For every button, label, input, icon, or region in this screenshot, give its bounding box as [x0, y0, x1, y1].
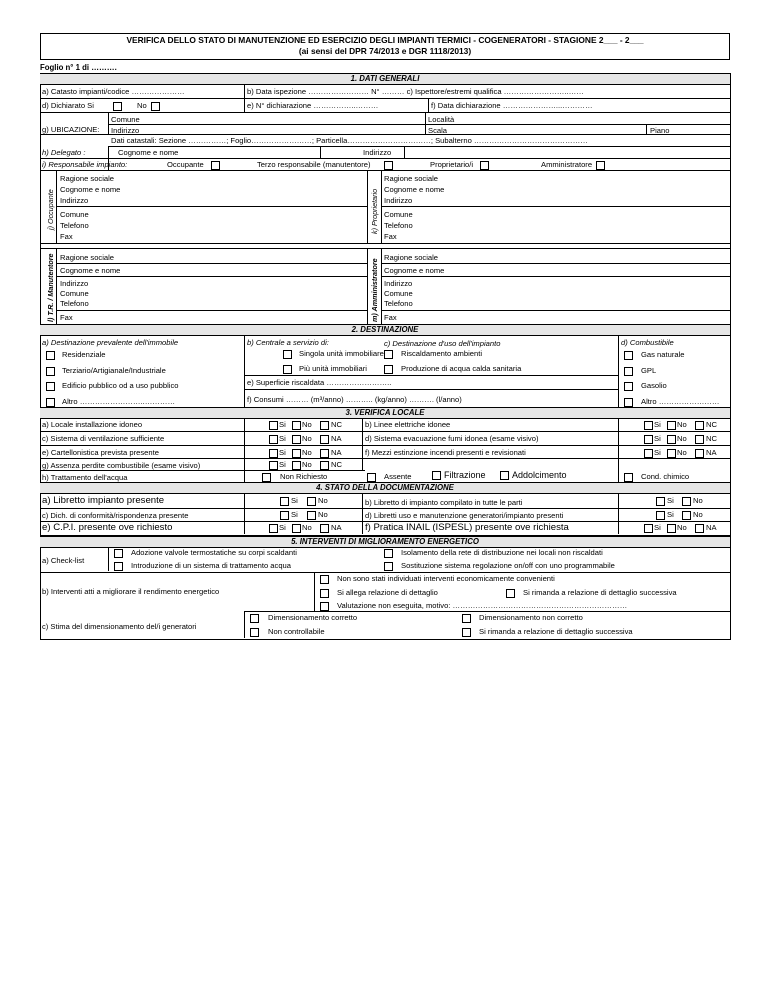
page-subtitle: (ai sensi del DPR 74/2013 e DGR 1118/2013): [298, 46, 472, 56]
d-no[interactable]: [667, 435, 676, 444]
man-ragione-field[interactable]: Ragione sociale: [60, 253, 115, 262]
amministratore-label: Amministratore: [541, 160, 593, 169]
piu-unita-label: Più unità immobiliari: [299, 364, 367, 373]
amm-nome-field[interactable]: Cognome e nome: [384, 266, 445, 275]
s4b-no[interactable]: [682, 497, 691, 506]
linee-elettriche-label: b) Linee elettriche idonee: [365, 420, 451, 429]
check-list-label: a) Check-list: [42, 556, 85, 565]
residenziale-checkbox[interactable]: [46, 351, 55, 360]
g-no-label: No: [302, 460, 312, 469]
non-richiesto-label: Non Richiesto: [280, 472, 328, 481]
perdite-label: g) Assenza perdite combustibile (esame visivo): [42, 461, 201, 470]
catasto-field[interactable]: a) Catasto impianti/codice …………………: [42, 87, 185, 96]
amm-telefono-field[interactable]: Telefono: [384, 299, 413, 308]
s4b-no-label: No: [693, 496, 703, 505]
c-no-label: No: [302, 434, 312, 443]
dim-non-corretto-checkbox[interactable]: [462, 614, 471, 623]
occ-telefono-field[interactable]: Telefono: [60, 221, 89, 230]
dim-corretto-checkbox[interactable]: [250, 614, 259, 623]
libretti-uso-label: d) Libretti uso e manutenzione generatori/impianto presenti: [365, 511, 564, 520]
acqua-sanitaria-checkbox[interactable]: [384, 365, 393, 374]
gas-naturale-label: Gas naturale: [641, 350, 685, 359]
occupante-label: Occupante: [167, 160, 204, 169]
c-si[interactable]: [269, 435, 278, 444]
non-individuati-checkbox[interactable]: [320, 575, 329, 584]
dim-rimanda-label: Si rimanda a relazione di dettaglio successiva: [479, 627, 633, 636]
manutentore-vertical-label: l) T.R. / Manutentore: [46, 253, 55, 322]
non-eseguita-checkbox[interactable]: [320, 602, 329, 611]
terziario-label: Terziario/Artigianale/Industriale: [62, 366, 166, 375]
section-2-title: 2. DESTINAZIONE: [40, 324, 730, 336]
dichiarato-si-checkbox[interactable]: [113, 102, 122, 111]
b-no[interactable]: [667, 421, 676, 430]
d-no-label: No: [677, 434, 687, 443]
prop-comune-field[interactable]: Comune: [384, 210, 413, 219]
occ-ragione-field[interactable]: Ragione sociale: [60, 174, 115, 183]
s4a-no-label: No: [318, 496, 328, 505]
s4a-si[interactable]: [280, 497, 289, 506]
section-1-title: 1. DATI GENERALI: [40, 73, 730, 85]
gas-naturale-checkbox[interactable]: [624, 351, 633, 360]
estinzione-label: f) Mezzi estinzione incendi presenti e revisionati: [365, 448, 526, 457]
delegato-indirizzo-field[interactable]: Indirizzo: [363, 148, 392, 157]
rimanda-relazione-label: Si rimanda a relazione di dettaglio successiva: [523, 588, 677, 597]
dest-altro-checkbox[interactable]: [46, 398, 55, 407]
g-nc[interactable]: [320, 461, 329, 470]
non-individuati-label: Non sono stati individuati interventi economicamente convenienti: [337, 574, 555, 583]
responsabile-label: i) Responsabile impianto:: [42, 160, 128, 169]
occ-comune-field[interactable]: Comune: [60, 210, 89, 219]
c-na-label: NA: [331, 434, 342, 443]
edificio-pubblico-label: Edificio pubblico od a uso pubblico: [62, 381, 179, 390]
isolamento-label: Isolamento della rete di distribuzione nei locali non riscaldati: [401, 548, 603, 557]
a-no-label: No: [302, 420, 312, 429]
non-controllabile-checkbox[interactable]: [250, 628, 259, 637]
d-nc-label: NC: [706, 434, 717, 443]
filtrazione-label: Filtrazione: [444, 470, 486, 480]
cond-chimico-checkbox[interactable]: [624, 473, 633, 482]
gpl-label: GPL: [641, 366, 657, 375]
assente-checkbox[interactable]: [367, 473, 376, 482]
data-ispezione-field[interactable]: b) Data ispezione …………………… N° ……… c) Ispettore/estremi qualifica ……………………..……: [247, 87, 584, 96]
proprietario-label: Proprietario/i: [430, 160, 474, 169]
a-si[interactable]: [269, 421, 278, 430]
a-no[interactable]: [292, 421, 301, 430]
trattamento-checkbox[interactable]: [114, 562, 123, 571]
occ-indirizzo-field[interactable]: Indirizzo: [60, 196, 89, 205]
dest-altro-field[interactable]: Altro ……………………..…………: [62, 397, 176, 406]
dichiarato-no-label: No: [137, 101, 147, 110]
addolcimento-label: Addolcimento: [512, 470, 567, 480]
man-comune-field[interactable]: Comune: [60, 289, 89, 298]
c-na[interactable]: [320, 435, 329, 444]
s4d-no-label: No: [693, 510, 703, 519]
page-title: VERIFICA DELLO STATO DI MANUTENZIONE ED ESERCIZIO DEGLI IMPIANTI TERMICI - COGENERATORI - STAGIONE 2___ - 2___: [126, 35, 644, 45]
f-no[interactable]: [667, 449, 676, 458]
valvole-label: Adozione valvole termostatiche su corpi scaldanti: [131, 548, 297, 557]
s4e-si[interactable]: [269, 524, 278, 533]
s4e-si-label: Si: [279, 523, 286, 532]
s4e-na-label: NA: [331, 523, 342, 532]
s4c-si-label: Si: [291, 510, 298, 519]
pratica-inail-label: f) Pratica INAIL (ISPESL) presente ove richiesta: [365, 522, 569, 533]
terziario-checkbox[interactable]: [46, 367, 55, 376]
s4d-si-label: Si: [667, 510, 674, 519]
cond-chimico-label: Cond. chimico: [641, 472, 690, 481]
non-eseguita-field[interactable]: Valutazione non eseguita, motivo: ……………………………………………………………: [337, 601, 628, 610]
acqua-sanitaria-label: Produzione di acqua calda sanitaria: [401, 364, 522, 373]
destinazione-uso-label: c) Destinazione d'uso dell'impianto: [384, 339, 501, 348]
s4f-no-label: No: [677, 523, 687, 532]
ubicazione-label: g) UBICAZIONE:: [42, 125, 100, 134]
piano-field[interactable]: Piano: [650, 126, 670, 135]
dim-non-corretto-label: Dimensionamento non corretto: [479, 613, 583, 622]
interventi-label: b) Interventi atti a migliorare il rendimento energetico: [42, 587, 220, 596]
s4d-no[interactable]: [682, 511, 691, 520]
a-nc-label: NC: [331, 420, 342, 429]
data-dichiarazione-field[interactable]: f) Data dichiarazione …………………...…………: [431, 101, 593, 110]
s4e-no[interactable]: [292, 524, 301, 533]
comb-altro-field[interactable]: Altro ……………………: [641, 397, 720, 406]
e-na-label: NA: [331, 448, 342, 457]
man-indirizzo-field[interactable]: Indirizzo: [60, 279, 89, 288]
s4a-no[interactable]: [307, 497, 316, 506]
amministratore-checkbox[interactable]: [596, 161, 605, 170]
gasolio-label: Gasolio: [641, 381, 667, 390]
b-no-label: No: [677, 420, 687, 429]
e-si[interactable]: [269, 449, 278, 458]
amm-ragione-field[interactable]: Ragione sociale: [384, 253, 439, 262]
edificio-pubblico-checkbox[interactable]: [46, 382, 55, 391]
e-si-label: Si: [279, 448, 286, 457]
dichiarato-label: d) Dichiarato Si: [42, 101, 94, 110]
comb-altro-checkbox[interactable]: [624, 398, 633, 407]
f-na[interactable]: [695, 449, 704, 458]
dich-conformita-label: c) Dich. di conformità/rispondenza presente: [42, 511, 189, 520]
s4b-si[interactable]: [656, 497, 665, 506]
libretto-compilato-label: b) Libretto di impianto compilato in tutte le parti: [365, 498, 523, 507]
occupante-checkbox[interactable]: [211, 161, 220, 170]
d-nc[interactable]: [695, 435, 704, 444]
d-si-label: Si: [654, 434, 661, 443]
b-si-label: Si: [654, 420, 661, 429]
amm-comune-field[interactable]: Comune: [384, 289, 413, 298]
man-nome-field[interactable]: Cognome e nome: [60, 266, 121, 275]
gpl-checkbox[interactable]: [624, 367, 633, 376]
assente-label: Assente: [384, 472, 412, 481]
s4b-si-label: Si: [667, 496, 674, 505]
man-fax-field[interactable]: Fax: [60, 313, 73, 322]
c-no[interactable]: [292, 435, 301, 444]
stima-label: c) Stima del dimensionamento del/i generatori: [42, 622, 197, 631]
addolcimento-checkbox[interactable]: [500, 471, 509, 480]
trattamento-acqua-label: h) Trattamento dell'acqua: [42, 473, 128, 482]
allega-relazione-checkbox[interactable]: [320, 589, 329, 598]
s4e-no-label: No: [302, 523, 312, 532]
s4f-na-label: NA: [706, 523, 717, 532]
prop-ragione-field[interactable]: Ragione sociale: [384, 174, 439, 183]
regolazione-checkbox[interactable]: [384, 562, 393, 571]
non-richiesto-checkbox[interactable]: [262, 473, 271, 482]
riscaldamento-checkbox[interactable]: [384, 350, 393, 359]
g-no[interactable]: [292, 461, 301, 470]
section-4-title: 4. STATO DELLA DOCUMENTAZIONE: [40, 482, 730, 494]
destinazione-label: a) Destinazione prevalente dell'immobile: [42, 338, 179, 347]
s4a-si-label: Si: [291, 496, 298, 505]
locale-idoneo-label: a) Locale installazione idoneo: [42, 420, 143, 429]
c-si-label: Si: [279, 434, 286, 443]
f-na-label: NA: [706, 448, 717, 457]
cartellonistica-label: e) Cartellonistica prevista presente: [42, 448, 159, 457]
n-dichiarazione-field[interactable]: e) N° dichiarazione ……………..………: [247, 101, 379, 110]
terzo-checkbox[interactable]: [384, 161, 393, 170]
s4e-na[interactable]: [320, 524, 329, 533]
indirizzo-field[interactable]: Indirizzo: [111, 126, 140, 135]
riscaldamento-label: Riscaldamento ambienti: [401, 349, 483, 358]
allega-relazione-label: Si allega relazione di dettaglio: [337, 588, 438, 597]
f-si-label: Si: [654, 448, 661, 457]
superficie-field[interactable]: e) Superficie riscaldata ……………………..: [247, 378, 392, 387]
scala-field[interactable]: Scala: [428, 126, 447, 135]
sheet-number: Foglio n° 1 di ……….: [40, 63, 117, 72]
s4f-no[interactable]: [667, 524, 676, 533]
amm-indirizzo-field[interactable]: Indirizzo: [384, 279, 413, 288]
f-no-label: No: [677, 448, 687, 457]
e-no-label: No: [302, 448, 312, 457]
s4c-no-label: No: [318, 510, 328, 519]
s4f-si[interactable]: [644, 524, 653, 533]
consumi-field[interactable]: f) Consumi ……… (m³/anno) ……….. (kg/anno) ………. (l/anno): [247, 395, 462, 404]
dichiarato-no-checkbox[interactable]: [151, 102, 160, 111]
section-5-title: 5. INTERVENTI DI MIGLIORAMENTO ENERGETICO: [40, 536, 730, 548]
piu-unita-checkbox[interactable]: [283, 365, 292, 374]
occ-fax-field[interactable]: Fax: [60, 232, 73, 241]
dim-corretto-label: Dimensionamento corretto: [268, 613, 358, 622]
rimanda-relazione-checkbox[interactable]: [506, 589, 515, 598]
evacuazione-fumi-label: d) Sistema evacuazione fumi idonea (esame visivo): [365, 434, 539, 443]
s4f-na[interactable]: [695, 524, 704, 533]
prop-nome-field[interactable]: Cognome e nome: [384, 185, 445, 194]
e-na[interactable]: [320, 449, 329, 458]
s4c-no[interactable]: [307, 511, 316, 520]
f-si[interactable]: [644, 449, 653, 458]
s4c-si[interactable]: [280, 511, 289, 520]
g-si-label: Si: [279, 460, 286, 469]
section-3-title: 3. VERIFICA LOCALE: [40, 407, 730, 419]
ventilazione-label: c) Sistema di ventilazione sufficiente: [42, 434, 165, 443]
g-nc-label: NC: [331, 460, 342, 469]
singola-unita-checkbox[interactable]: [283, 350, 292, 359]
prop-telefono-field[interactable]: Telefono: [384, 221, 413, 230]
b-si[interactable]: [644, 421, 653, 430]
gasolio-checkbox[interactable]: [624, 382, 633, 391]
delegato-nome-field[interactable]: Cognome e nome: [118, 148, 179, 157]
terzo-label: Terzo responsabile (manutentore): [257, 160, 371, 169]
amministratore-vertical-label: m) Amministratore: [370, 258, 379, 322]
s4d-si[interactable]: [656, 511, 665, 520]
b-nc-label: NC: [706, 420, 717, 429]
regolazione-label: Sostituzione sistema regolazione on/off con uno programmabile: [401, 561, 615, 570]
comune-field[interactable]: Comune: [111, 115, 140, 124]
s4f-si-label: Si: [654, 523, 661, 532]
non-controllabile-label: Non controllabile: [268, 627, 325, 636]
proprietario-vertical-label: k) Proprietario: [370, 188, 379, 234]
centrale-label: b) Centrale a servizio di:: [247, 338, 329, 347]
prop-indirizzo-field[interactable]: Indirizzo: [384, 196, 413, 205]
proprietario-checkbox[interactable]: [480, 161, 489, 170]
d-si[interactable]: [644, 435, 653, 444]
trattamento-label: Introduzione di un sistema di trattamento acqua: [131, 561, 291, 570]
prop-fax-field[interactable]: Fax: [384, 232, 397, 241]
a-nc[interactable]: [320, 421, 329, 430]
man-telefono-field[interactable]: Telefono: [60, 299, 89, 308]
dim-rimanda-checkbox[interactable]: [462, 628, 471, 637]
a-si-label: Si: [279, 420, 286, 429]
occ-nome-field[interactable]: Cognome e nome: [60, 185, 121, 194]
cpi-label: e) C.P.I. presente ove richiesto: [42, 522, 173, 533]
localita-field[interactable]: Località: [428, 115, 455, 124]
e-no[interactable]: [292, 449, 301, 458]
delegato-label: h) Delegato :: [42, 148, 86, 157]
residenziale-label: Residenziale: [62, 350, 106, 359]
singola-unita-label: Singola unità immobiliare: [299, 349, 384, 358]
combustibile-label: d) Combustibile: [621, 338, 674, 347]
amm-fax-field[interactable]: Fax: [384, 313, 397, 322]
filtrazione-checkbox[interactable]: [432, 471, 441, 480]
libretto-presente-label: a) Libretto impianto presente: [42, 495, 165, 506]
occupante-vertical-label: j) Occupante: [46, 189, 55, 230]
isolamento-checkbox[interactable]: [384, 549, 393, 558]
g-si[interactable]: [269, 461, 278, 470]
dati-catastali-field[interactable]: Dati catastali: Sezione ……………; Foglio……………………; Particella……………………………; Subalterno ………………………………………: [111, 136, 588, 145]
valvole-checkbox[interactable]: [114, 549, 123, 558]
b-nc[interactable]: [695, 421, 704, 430]
